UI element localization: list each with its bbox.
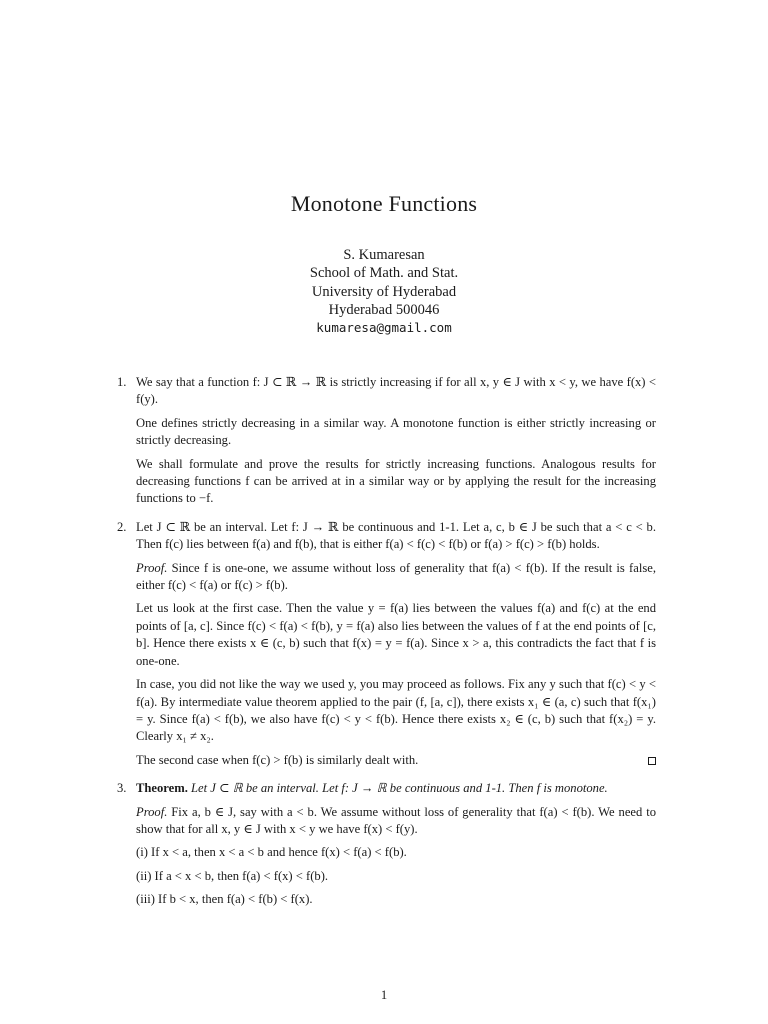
author-block <box>0 246 768 337</box>
paragraph: In case, you did not like the way we used y, you may proceed as follows. Fix any y such that f(c) < y < f(a). By intermediate value theorem applied to the pair (f, [a, c]), there exists x₁ ∈ (a, c) such that f(x₁) = y. Since f(a) < f(b), we also have f(c) < y < f(b). Hence there exists x₂ ∈ (c, b) such that f(x₂) = y. Clearly x₁ ≠ x₂. <box>136 677 656 744</box>
case-line: (i) If x < a, then x < a < b and hence f(x) < f(a) < f(b). <box>136 845 407 860</box>
proof-end-paragraph <box>136 752 656 769</box>
document-title: Monotone Functions <box>290 191 478 216</box>
item-1 <box>117 374 656 508</box>
author-university: University of Hyderabad <box>311 283 457 300</box>
statement-paragraph: Let J ⊂ ℝ be an interval. Let f: J → ℝ be continuous and 1-1. Let a, c, b ∈ J be such that a < c < b. Then f(c) lies between f(a) and f(b), that is either f(a) < f(c) < f(b) or f(a) > f(c) > f(b) holds. <box>136 519 656 552</box>
paragraph: We say that a function f: J ⊂ ℝ → ℝ is strictly increasing if for all x, y ∈ J with x < y, we have f(x) < f(y). <box>136 375 656 407</box>
item-number: 1. <box>117 375 127 389</box>
paragraph: One defines strictly decreasing in a similar way. A monotone function is either strictly increasing or strictly decreasing. <box>136 415 656 448</box>
proof-text: Since f is one-one, we assume without loss of generality that f(a) < f(b). If the result is false, either f(c) < f(a) or f(c) > f(b). <box>136 560 656 593</box>
paragraph: We shall formulate and prove the results for strictly increasing functions. Analogous results for decreasing functions f can be arrived at in a similar way or by applying the result for the increasing functions to −f. <box>136 456 656 506</box>
proof-label: Proof. <box>136 560 168 575</box>
item-3 <box>117 780 657 908</box>
author-email: kumaresa@gmail.com <box>316 320 452 336</box>
paragraph: Let us look at the first case. Then the value y = f(a) lies between the values f(a) and f(c) at the end points of [a, c]. Since f(c) < f(a) < f(b), y = f(a) also lies between the values of f at the end points of [c, b]. Hence there exists x ∈ (c, b) such that f(x) = y = f(a). Since x > a, this contradicts the fact that f is one-one. <box>136 601 656 668</box>
page-number: 1 <box>380 988 388 1002</box>
document-body <box>117 374 657 920</box>
item-number: 3. <box>117 781 127 796</box>
proof-label: Proof. <box>136 804 168 819</box>
qed-square-icon <box>648 757 656 765</box>
theorem-text: Let J ⊂ ℝ be an interval. Let f: J → ℝ be continuous and 1-1. Then f is monotone. <box>191 781 608 796</box>
author-name: S. Kumaresan <box>343 247 425 263</box>
case-line: (ii) If a < x < b, then f(a) < f(x) < f(b). <box>136 868 329 883</box>
theorem-label: Theorem. <box>136 781 188 796</box>
author-address: Hyderabad 500046 <box>328 301 440 318</box>
author-department: School of Math. and Stat. <box>309 265 459 282</box>
case-line: (iii) If b < x, then f(a) < f(b) < f(x). <box>136 892 313 907</box>
proof-end-text: The second case when f(c) > f(b) is similarly dealt with. <box>136 752 419 767</box>
proof-paragraph <box>136 804 656 839</box>
proof-paragraph <box>136 560 656 595</box>
item-number: 2. <box>117 519 127 534</box>
item-2 <box>117 519 656 769</box>
theorem-paragraph <box>136 780 656 797</box>
proof-text: Fix a, b ∈ J, say with a < b. We assume without loss of generality that f(a) < f(b). We need to show that for all x, y ∈ J with x < y we have f(x) < f(y). <box>136 804 657 836</box>
